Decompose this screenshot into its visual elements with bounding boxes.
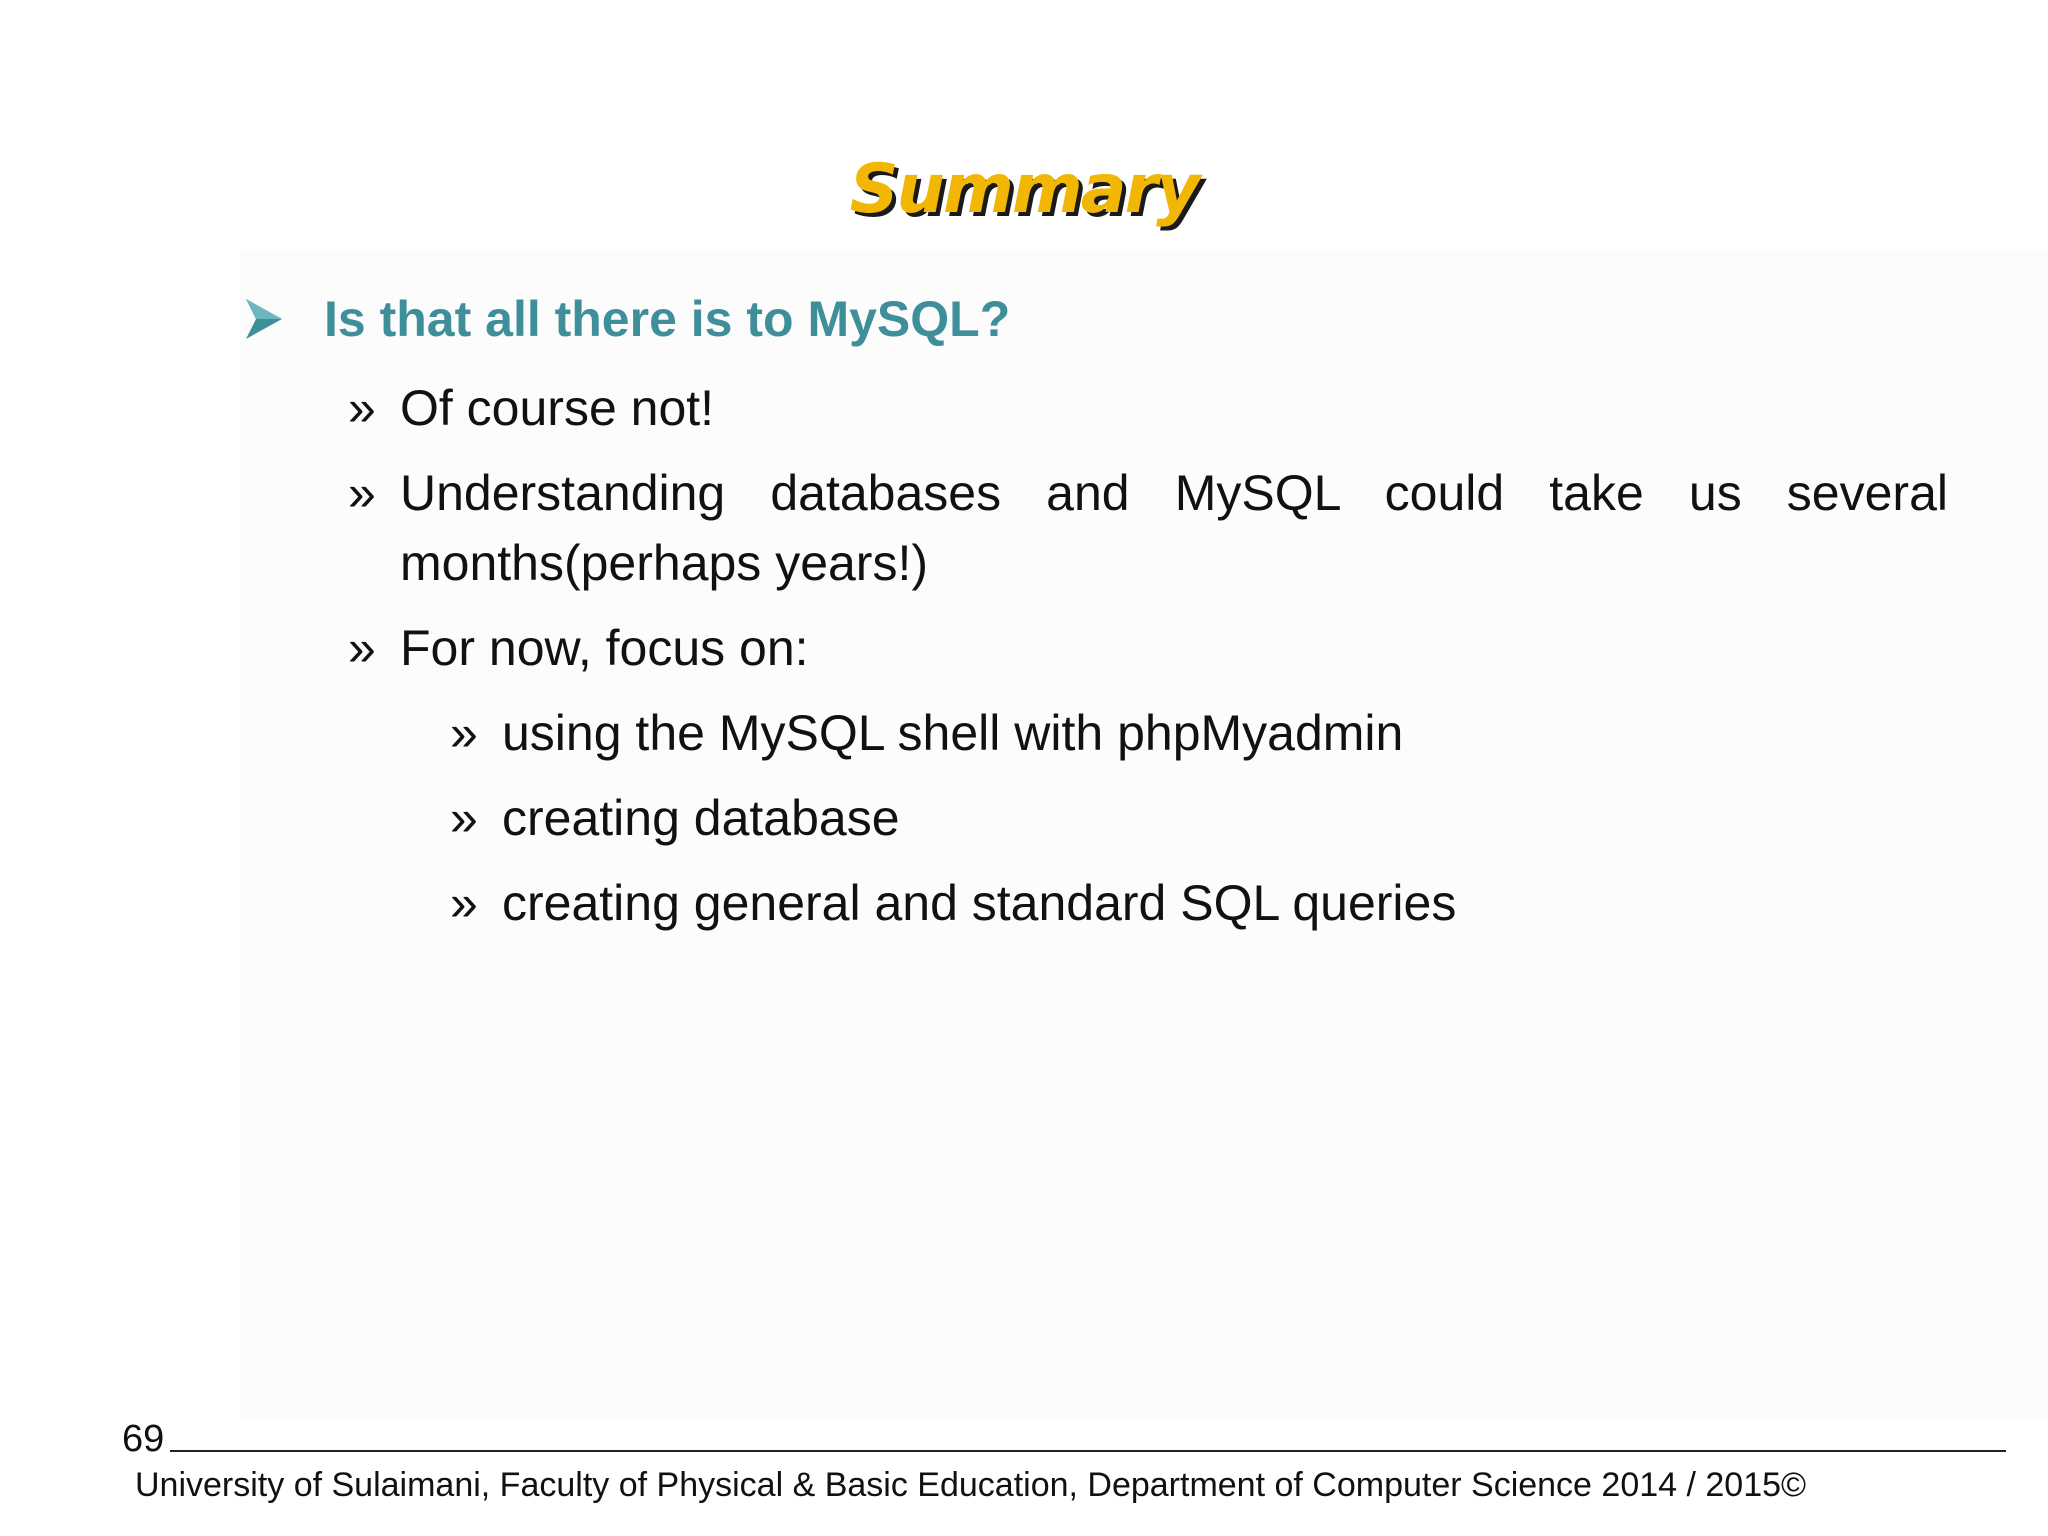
list-item-text: creating database (502, 790, 900, 846)
bullet-mark: » (348, 465, 376, 521)
list-item-text: creating general and standard SQL queries (502, 875, 1457, 931)
footer-divider (170, 1450, 2006, 1452)
footer-text: University of Sulaimani, Faculty of Physical & Basic Education, Department of Computer Science 2014 / 2015© (135, 1466, 1807, 1504)
bullet-mark: » (348, 380, 376, 436)
slide-title: Summary (849, 150, 1199, 229)
list-item (348, 613, 1948, 683)
heading-text: Is that all there is to MySQL? (324, 291, 1011, 347)
bullet-mark: » (450, 790, 478, 846)
list-item (348, 458, 1948, 598)
bullet-mark: » (450, 705, 478, 761)
list-item (348, 373, 1948, 443)
list-item (450, 783, 900, 853)
list-item-text: For now, focus on: (400, 620, 809, 676)
page-number: 69 (122, 1418, 165, 1460)
list-item (450, 868, 1456, 938)
list-item (450, 698, 1403, 768)
bullet-mark: » (348, 620, 376, 676)
list-item-text: Understanding databases and MySQL could take us several months(perhaps years!) (400, 465, 1948, 591)
list-item-text: using the MySQL shell with phpMyadmin (502, 705, 1404, 761)
heading-bullet (244, 290, 1010, 348)
arrow-bullet-icon (244, 297, 284, 341)
list-item-text: Of course not! (400, 380, 715, 436)
bullet-mark: » (450, 875, 478, 931)
